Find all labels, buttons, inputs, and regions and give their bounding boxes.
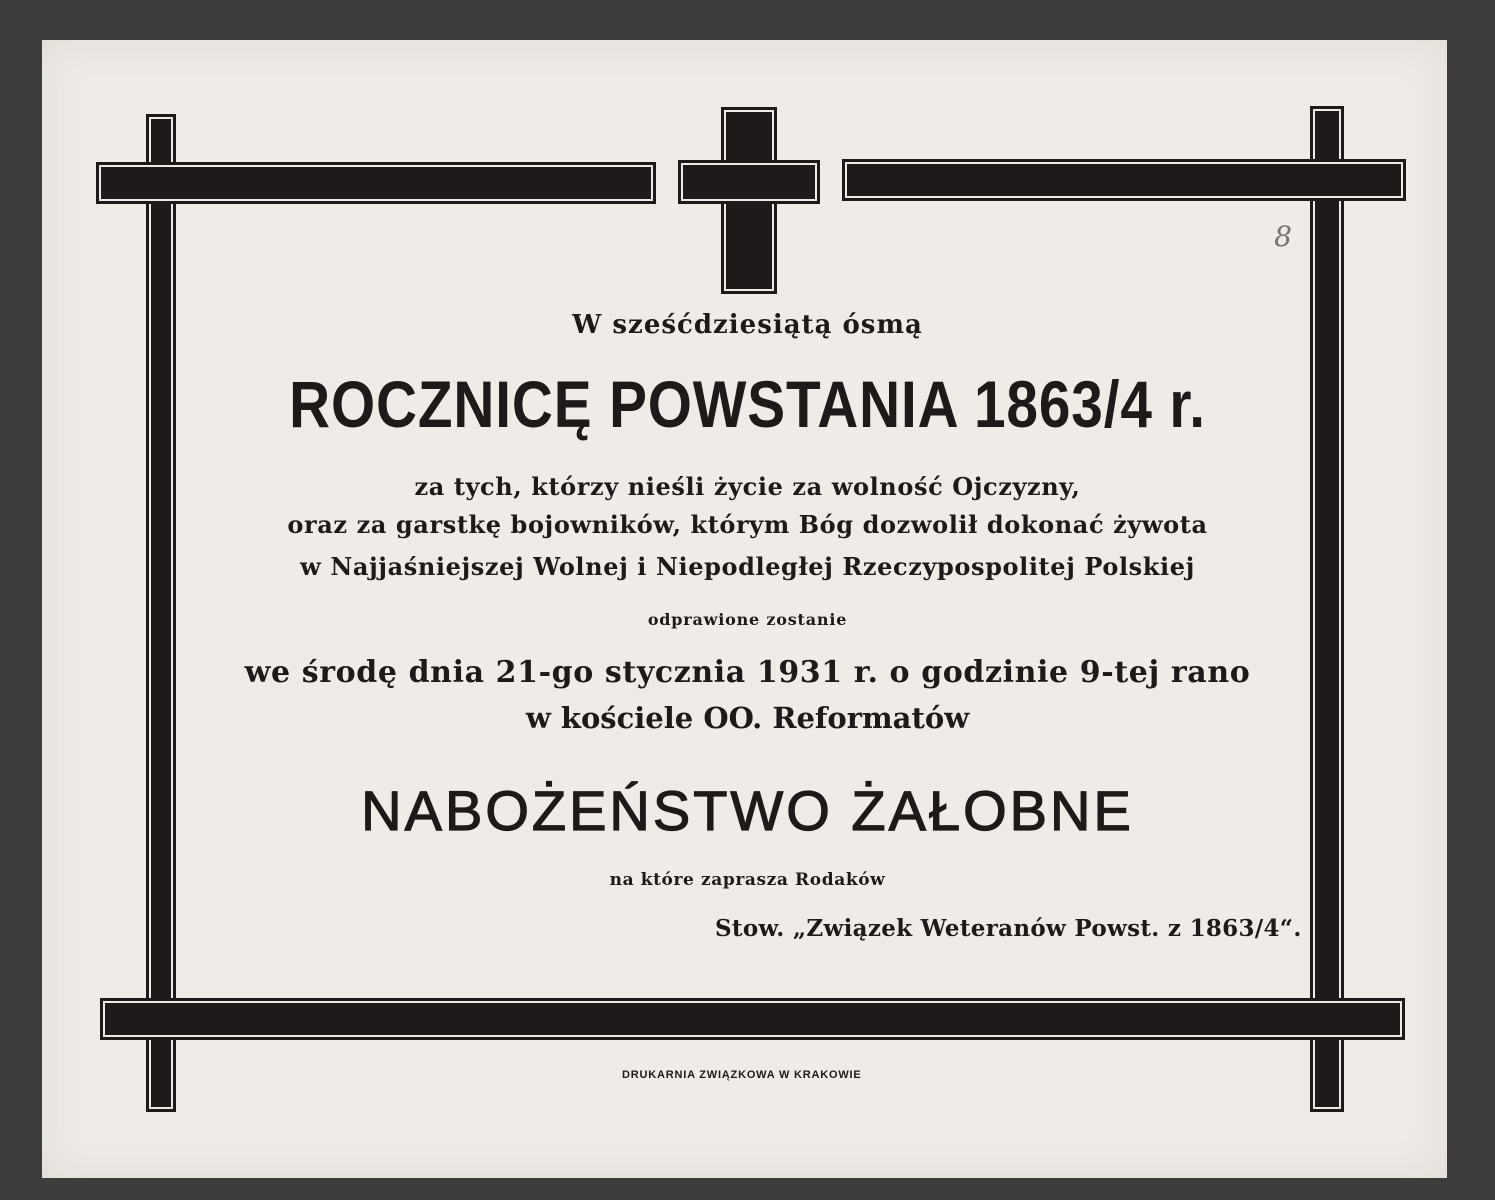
intro-line: W sześćdziesiątą ósmą bbox=[572, 310, 923, 340]
invite-line: na które zaprasza Rodaków bbox=[609, 870, 886, 890]
body-line-1: za tych, którzy nieśli życie za wolność Ojczyzny, bbox=[414, 472, 1081, 501]
printer-imprint: DRUKARNIA ZWIĄZKOWA W KRAKOWIE bbox=[622, 1069, 862, 1081]
body-line-2: oraz za garstkę bojowników, którym Bóg dozwolił dokonać żywota bbox=[287, 510, 1208, 539]
handwritten-number: 8 bbox=[1274, 220, 1292, 253]
poster-title: ROCZNICĘ POWSTANIA 1863/4 r. bbox=[289, 367, 1206, 441]
frame-bottom-bar bbox=[100, 998, 1405, 1040]
performed-line: odprawione zostanie bbox=[647, 610, 848, 629]
place-line: w kościele OO. Reformatów bbox=[525, 701, 970, 735]
frame-top-left-bar bbox=[96, 162, 656, 204]
frame-right-bar bbox=[1310, 106, 1344, 1112]
cross-horizontal bbox=[678, 160, 820, 204]
date-line: we środę dnia 21-go stycznia 1931 r. o godzinie 9-tej rano bbox=[244, 655, 1251, 690]
service-heading: NABOŻEŃSTWO ŻAŁOBNE bbox=[361, 779, 1134, 842]
body-line-3: w Najjaśniejszej Wolnej i Niepodległej Rzeczypospolitej Polskiej bbox=[300, 552, 1195, 581]
frame-top-right-bar bbox=[842, 159, 1406, 201]
organization-signature: Stow. „Związek Weteranów Powst. z 1863/4“. bbox=[715, 915, 1302, 942]
